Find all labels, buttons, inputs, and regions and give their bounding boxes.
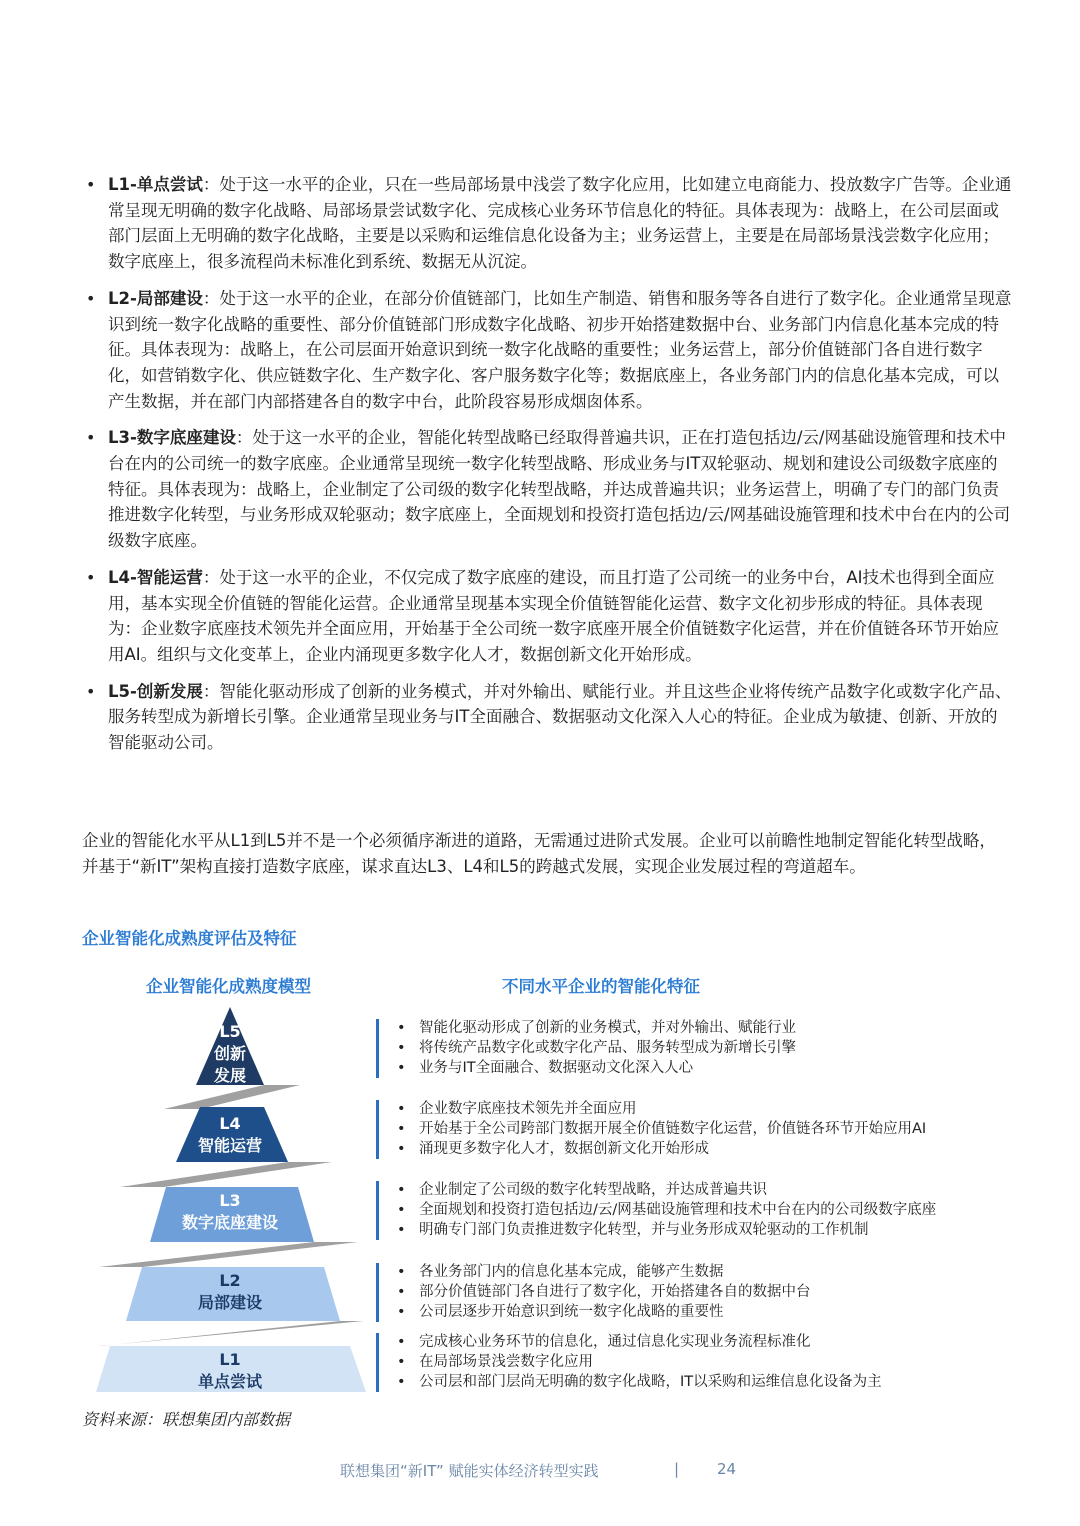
feature-item: • 智能化驱动形成了创新的业务模式，并对外输出、赋能行业	[397, 1020, 796, 1036]
feature-group-l4	[376, 1100, 1053, 1159]
level-name: 创新	[213, 1044, 246, 1063]
feature-item: • 全面规划和投资打造包括边/云/网基础设施管理和技术中台在内的公司级数字底座	[397, 1201, 937, 1218]
pyramid-connector	[99, 1321, 364, 1346]
level-title: L5-创新发展	[108, 681, 203, 701]
maturity-level-list	[82, 172, 1012, 767]
list-item: • L2-局部建设：处于这一水平的企业，在部分价值链部门，比如生产制造、销售和服务等各自进行了数字化。企业通常呈现意识到统一数字化战略的重要性、部分价值链部门形成数字化战略、初步开始搭建数据中台、业务部门内信息化基本完成的特征。具体表现为：战略上，在公司层面开始意识到统一数字化战略的重要性；业务运营上，部分价值链部门各自进行数字化，如营销数字化、供应链数字化、生产数字化、客户服务数字化等；数据底座上，各业务部门内的信息化基本完成，可以产生数据，并在部门内部搭建各自的数字中台，此阶段容易形成烟囱体系。	[86, 288, 1012, 411]
pyramid-connector	[120, 1162, 332, 1187]
level-code: L3	[219, 1191, 241, 1210]
level-name: 智能运营	[197, 1136, 262, 1155]
level-description: ：处于这一水平的企业，智能化转型战略已经取得普遍共识，正在打造包括边/云/网基础设施管理和技术中台在内的公司统一的数字底座。企业通常呈现统一数字化转型战略、形成业务与IT双轮驱动、规划和建设公司级数字底座的特征。具体表现为：战略上，企业制定了公司级的数字化转型战略，并达成普遍共识；业务运营上，明确了专门的部门负责推进数字化转型，与业务形成双轮驱动；数字底座上，全面规划和投资打造包括边/云/网基础设施管理和技术中台在内的公司级数字底座。	[108, 428, 1011, 551]
level-description: ：处于这一水平的企业，只在一些局部场景中浅尝了数字化应用，比如建立电商能力、投放数字广告等。企业通常呈现无明确的数字化战略、局部场景尝试数字化、完成核心业务环节信息化的特征。具体表现为：战略上，在公司层面或部门层面上无明确的数字化战略，主要是以采购和运维信息化设备为主；业务运营上，主要是在局部场景浅尝数字化应用；数字底座上，很多流程尚未标准化到系统、数据无从沉淀。	[108, 175, 1012, 272]
level-title: L3-数字底座建设	[108, 428, 236, 448]
list-item: • L1-单点尝试：处于这一水平的企业，只在一些局部场景中浅尝了数字化应用，比如建立电商能力、投放数字广告等。企业通常呈现无明确的数字化战略、局部场景尝试数字化、完成核心业务环节信息化的特征。具体表现为：战略上，在公司层面或部门层面上无明确的数字化战略，主要是以采购和运维信息化设备为主；业务运营上，主要是在局部场景浅尝数字化应用；数字底座上，很多流程尚未标准化到系统、数据无从沉淀。	[86, 175, 1012, 272]
figure-left-heading: 企业智能化成熟度模型	[146, 977, 311, 996]
pyramid-label-l3	[150, 1190, 310, 1234]
feature-group-l3	[376, 1181, 1053, 1240]
feature-item: • 完成核心业务环节的信息化，通过信息化实现业务流程标准化	[397, 1334, 811, 1350]
level-code: L1	[219, 1350, 241, 1369]
feature-group-l2	[376, 1263, 1053, 1322]
list-item: • L4-智能运营：处于这一水平的企业，不仅完成了数字底座的建设，而且打造了公司统一的业务中台，AI技术也得到全面应用，基本实现全价值链的智能化运营。企业通常呈现基本实现全价值链智能化运营、数字文化初步形成的特征。具体表现为：企业数字底座技术领先并全面应用，开始基于全公司统一数字底座开展全价值链数字化运营，并在价值链各环节开始应用AI。组织与文化变革上，企业内涌现更多数字化人才，数据创新文化开始形成。	[86, 567, 999, 664]
feature-item: • 开始基于全公司跨部门数据开展全价值链数字化运营，价值链各环节开始应用AI	[397, 1120, 927, 1137]
pyramid-connector	[99, 1242, 358, 1267]
list-item: • L3-数字底座建设：处于这一水平的企业，智能化转型战略已经取得普遍共识，正在打造包括边/云/网基础设施管理和技术中台在内的公司统一的数字底座。企业通常呈现统一数字化转型战略、形成业务与IT双轮驱动、规划和建设公司级数字底座的特征。具体表现为：战略上，企业制定了公司级的数字化转型战略，并达成普遍共识；业务运营上，明确了专门的部门负责推进数字化转型，与业务形成双轮驱动；数字底座上，全面规划和投资打造包括边/云/网基础设施管理和技术中台在内的公司级数字底座。	[86, 428, 1011, 551]
list-item: • L5-创新发展：智能化驱动形成了创新的业务模式，并对外输出、赋能行业。并且这些企业将传统产品数字化或数字化产品、服务转型成为新增长引擎。企业通常呈现业务与IT全面融合、数据驱动文化深入人心的特征。企业成为敏捷、创新、开放的智能驱动公司。	[86, 681, 1012, 753]
level-name: 单点尝试	[197, 1372, 262, 1391]
feature-item: • 企业数字底座技术领先并全面应用	[397, 1101, 637, 1117]
level-title: L2-局部建设	[108, 288, 203, 308]
figure-right-heading: 不同水平企业的智能化特征	[502, 977, 700, 996]
source-note: 资料来源：联想集团内部数据	[82, 1410, 291, 1429]
feature-item: • 明确专门部门负责推进数字化转型，并与业务形成双轮驱动的工作机制	[397, 1221, 869, 1238]
feature-item: • 将传统产品数字化或数字化产品、服务转型成为新增长引擎	[397, 1039, 796, 1056]
pyramid-label-l5	[200, 1021, 260, 1087]
feature-item: • 公司层和部门层尚无明确的数字化战略，IT以采购和运维信息化设备为主	[397, 1373, 882, 1390]
summary-paragraph: 企业的智能化水平从L1到L5并不是一个必须循序渐进的道路，无需通过进阶式发展。企业可以前瞻性地制定智能化转型战略，并基于“新IT”架构直接打造数字底座，谋求直达L3、L4和L5的跨越式发展，实现企业发展过程的弯道超车。	[82, 831, 996, 876]
level-code: L4	[219, 1114, 241, 1133]
level-name: 数字底座建设	[181, 1213, 278, 1232]
level-name: 局部建设	[197, 1293, 262, 1312]
feature-item: • 各业务部门内的信息化基本完成，能够产生数据	[397, 1264, 724, 1280]
feature-item: • 涌现更多数字化人才，数据创新文化开始形成	[397, 1140, 709, 1157]
level-description: ：智能化驱动形成了创新的业务模式，并对外输出、赋能行业。并且这些企业将传统产品数字化或数字化产品、服务转型成为新增长引擎。企业通常呈现业务与IT全面融合、数据驱动文化深入人心的特征。企业成为敏捷、创新、开放的智能驱动公司。	[108, 681, 1012, 753]
level-code: L5	[219, 1022, 241, 1041]
footer-title: 联想集团“新IT” 赋能实体经济转型实践	[340, 1462, 599, 1480]
level-title: L4-智能运营	[108, 567, 203, 587]
feature-group-l1	[376, 1333, 1053, 1392]
level-title: L1-单点尝试	[108, 175, 203, 194]
feature-item: • 在局部场景浅尝数字化应用	[397, 1353, 593, 1370]
section-title: 企业智能化成熟度评估及特征	[82, 929, 297, 948]
level-name: 发展	[213, 1066, 246, 1085]
feature-item: • 业务与IT全面融合、数据驱动文化深入人心	[397, 1059, 694, 1076]
feature-item: • 企业制定了公司级的数字化转型战略，并达成普遍共识	[397, 1182, 767, 1198]
pyramid-label-l1	[150, 1349, 310, 1393]
page-number: 24	[717, 1460, 737, 1478]
feature-item: • 部分价值链部门各自进行了数字化，开始搭建各自的数据中台	[397, 1283, 811, 1300]
level-code: L2	[219, 1271, 241, 1290]
pyramid-label-l4	[170, 1113, 290, 1157]
feature-group-l5	[376, 1019, 1053, 1078]
footer-separator: |	[674, 1460, 680, 1478]
level-description: ：处于这一水平的企业，在部分价值链部门，比如生产制造、销售和服务等各自进行了数字化。企业通常呈现意识到统一数字化战略的重要性、部分价值链部门形成数字化战略、初步开始搭建数据中台、业务部门内信息化基本完成的特征。具体表现为：战略上，在公司层面开始意识到统一数字化战略的重要性；业务运营上，部分价值链部门各自进行数字化，如营销数字化、供应链数字化、生产数字化、客户服务数字化等；数据底座上，各业务部门内的信息化基本完成，可以产生数据，并在部门内部搭建各自的数字中台，此阶段容易形成烟囱体系。	[108, 288, 1012, 411]
pyramid-connector	[164, 1085, 300, 1109]
feature-item: • 公司层逐步开始意识到统一数字化战略的重要性	[397, 1303, 724, 1320]
pyramid-label-l2	[150, 1270, 310, 1314]
level-description: ：处于这一水平的企业，不仅完成了数字底座的建设，而且打造了公司统一的业务中台，AI技术也得到全面应用，基本实现全价值链的智能化运营。企业通常呈现基本实现全价值链智能化运营、数字文化初步形成的特征。具体表现为：企业数字底座技术领先并全面应用，开始基于全公司统一数字底座开展全价值链数字化运营，并在价值链各环节开始应用AI。组织与文化变革上，企业内涌现更多数字化人才，数据创新文化开始形成。	[108, 567, 999, 664]
